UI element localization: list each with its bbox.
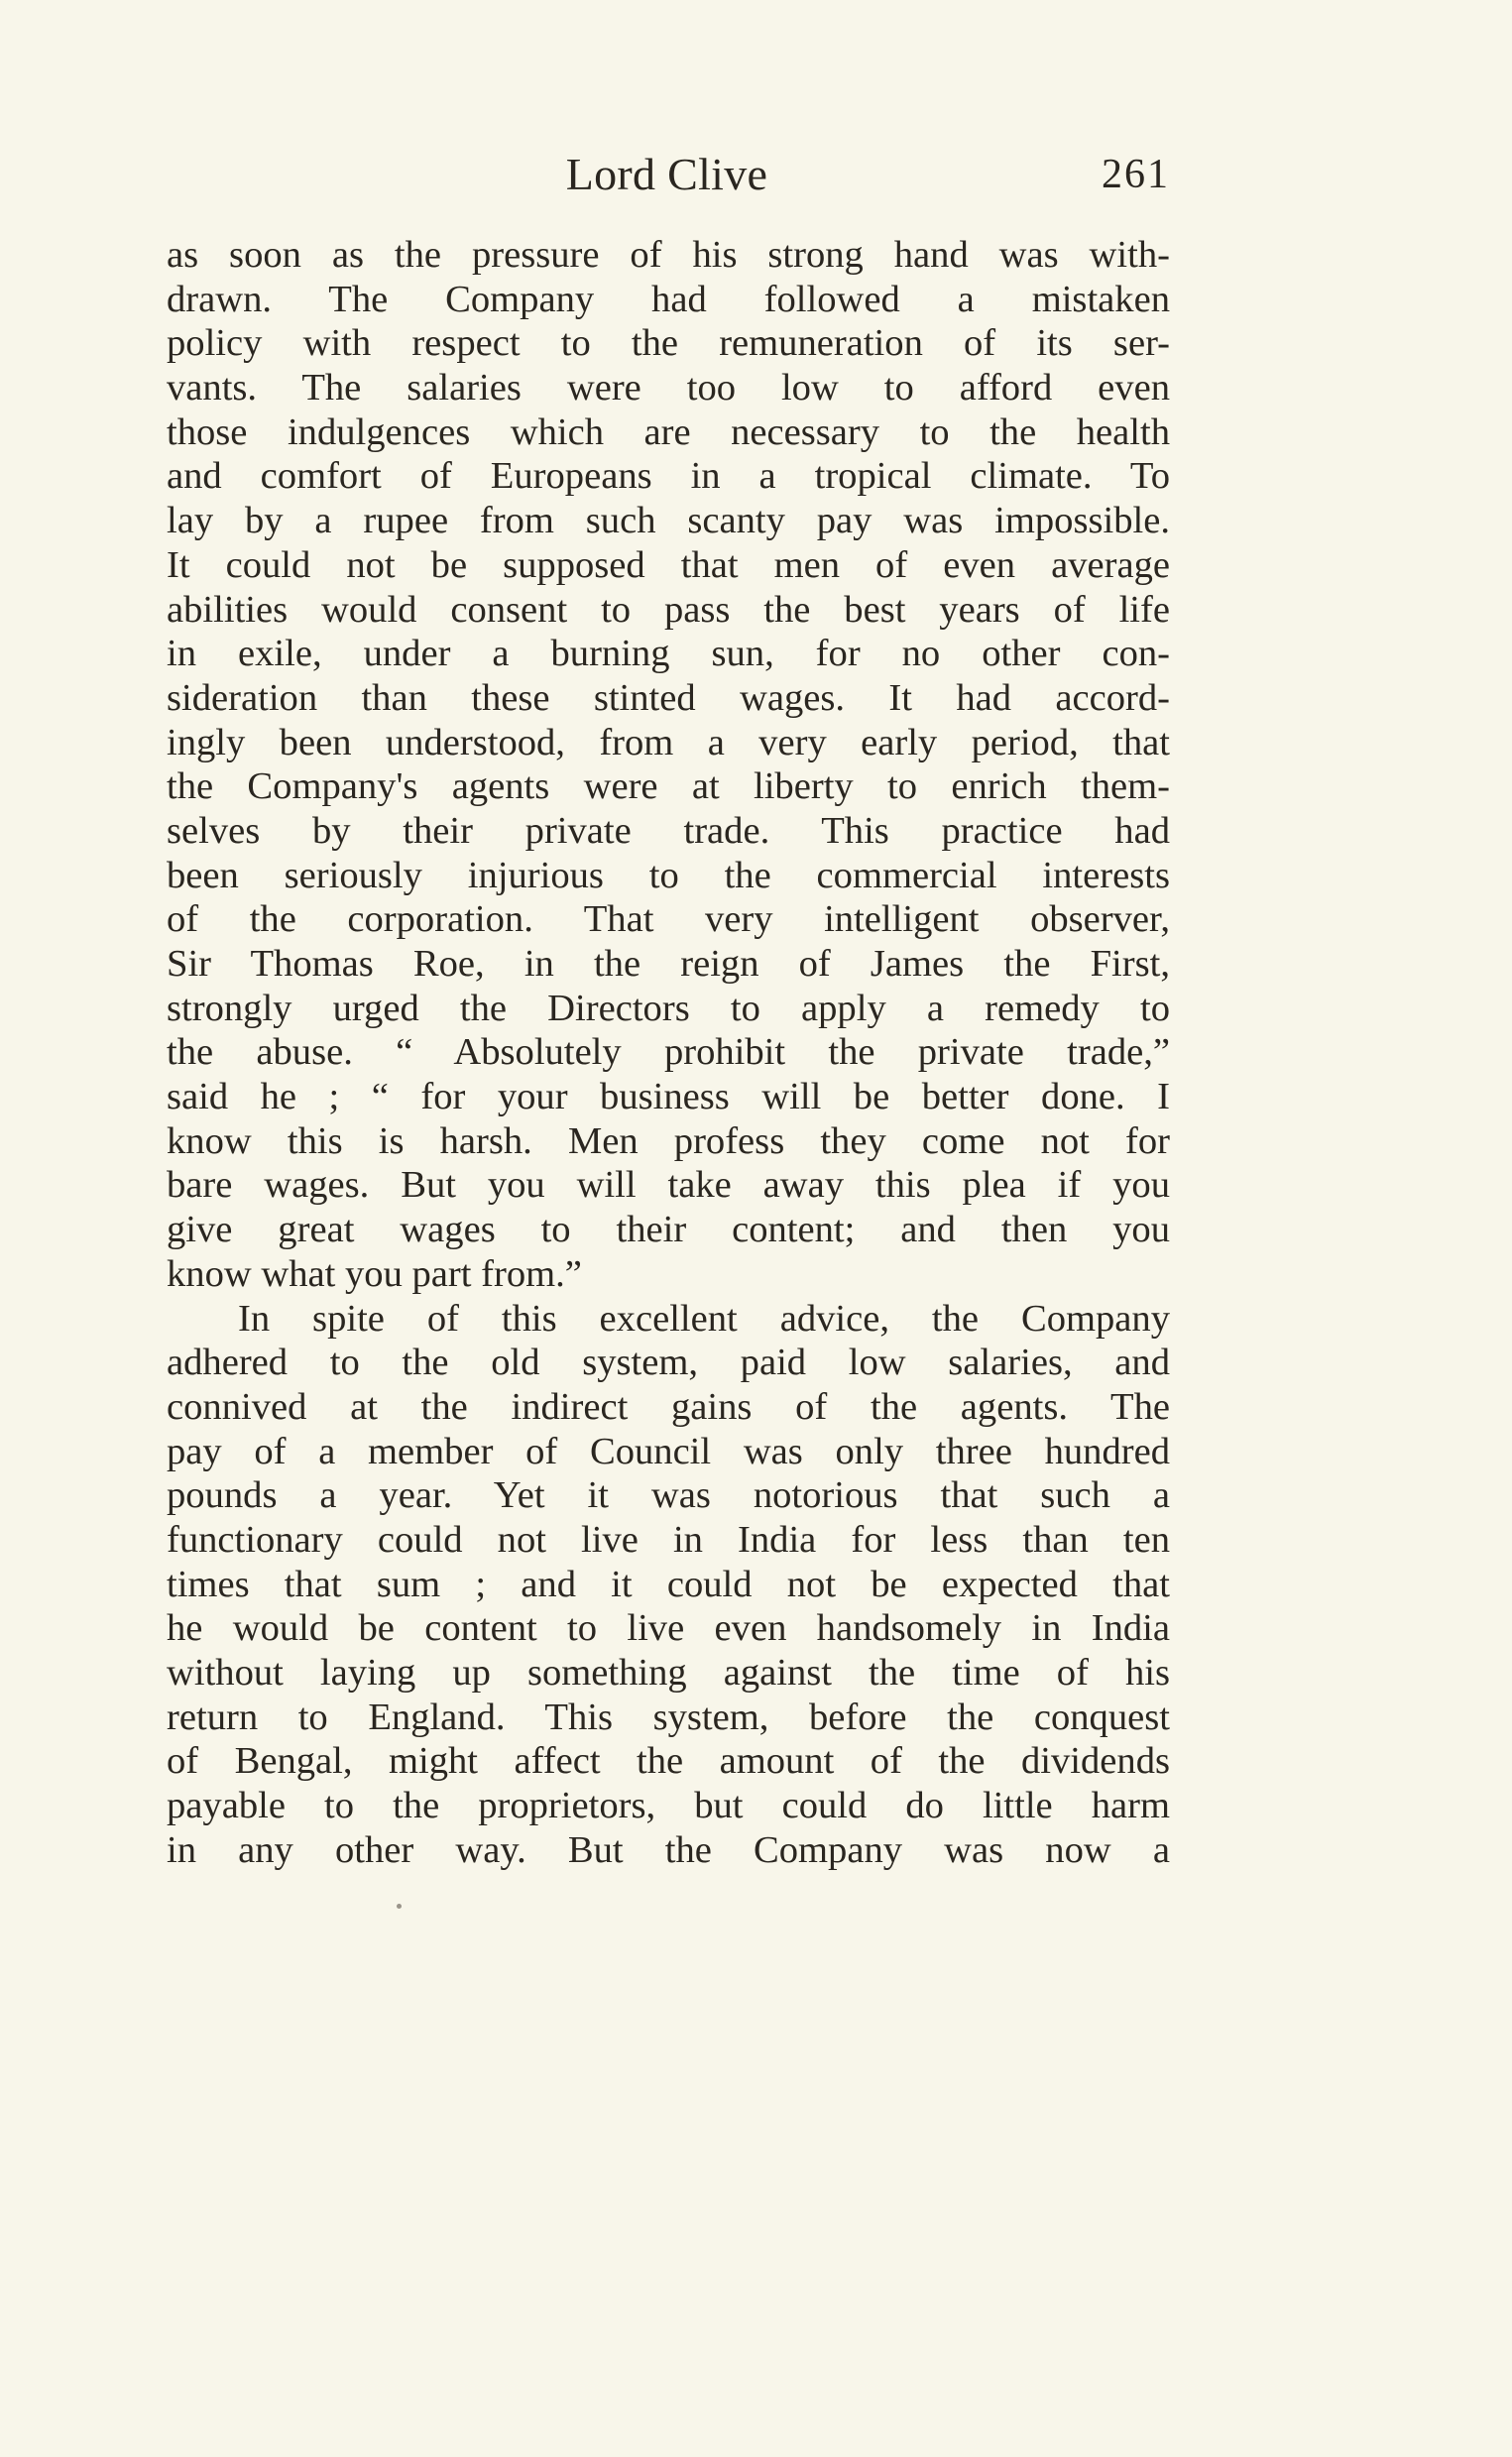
text-line: adhered to the old system, paid low salaries, and — [167, 1342, 1170, 1384]
text-line: without laying up something against the time of his — [167, 1652, 1170, 1694]
text-line: times that sum ; and it could not be expected that — [167, 1563, 1170, 1605]
text-line: bare wages. But you will take away this plea if you — [167, 1164, 1170, 1207]
text-line: know what you part from.” — [167, 1252, 582, 1295]
body-text — [167, 233, 1170, 1872]
text-line: sideration than these stinted wages. It had accord- — [167, 676, 1170, 719]
text-line: said he ; “ for your business will be better done. I — [167, 1076, 1170, 1118]
text-line: It could not be supposed that men of even average — [167, 543, 1170, 586]
text-line: vants. The salaries were too low to afford even — [167, 367, 1170, 410]
text-line: in any other way. But the Company was now a — [167, 1828, 1170, 1871]
text-line: give great wages to their content; and then you — [167, 1209, 1170, 1251]
text-line: pay of a member of Council was only three hundred — [167, 1430, 1170, 1472]
text-line: the abuse. “ Absolutely prohibit the private trade,” — [167, 1031, 1170, 1074]
text-line: selves by their private trade. This practice had — [167, 809, 1170, 852]
text-line: drawn. The Company had followed a mistaken — [167, 278, 1170, 320]
text-line: abilities would consent to pass the best years of life — [167, 588, 1170, 631]
text-line: pounds a year. Yet it was notorious that such a — [167, 1474, 1170, 1517]
text-line: know this is harsh. Men profess they come not for — [167, 1119, 1170, 1162]
text-line: as soon as the pressure of his strong hand was with- — [167, 234, 1170, 276]
text-line: and comfort of Europeans in a tropical climate. To — [167, 455, 1170, 498]
running-title: Lord Clive — [565, 149, 768, 199]
text-line: of Bengal, might affect the amount of the dividends — [167, 1740, 1170, 1783]
text-line: he would be content to live even handsomely in India — [167, 1607, 1170, 1650]
text-line: ingly been understood, from a very early period, that — [167, 721, 1170, 763]
text-line: connived at the indirect gains of the agents. The — [167, 1385, 1170, 1428]
text-line: of the corporation. That very intelligent observer, — [167, 898, 1170, 941]
text-line: in exile, under a burning sun, for no other con- — [167, 633, 1170, 675]
text-line: payable to the proprietors, but could do little harm — [167, 1785, 1170, 1827]
page-number: 261 — [1102, 152, 1170, 197]
page-header — [164, 145, 1170, 204]
text-line: In spite of this excellent advice, the Company — [238, 1297, 1170, 1340]
text-line: the Company's agents were at liberty to enrich them- — [167, 765, 1170, 808]
text-line: been seriously injurious to the commercial interests — [167, 854, 1170, 896]
text-line: return to England. This system, before the conquest — [167, 1696, 1170, 1738]
text-line: lay by a rupee from such scanty pay was impossible. — [167, 500, 1170, 542]
text-line: strongly urged the Directors to apply a remedy to — [167, 987, 1170, 1029]
text-line: Sir Thomas Roe, in the reign of James the First, — [167, 943, 1170, 985]
text-line: those indulgences which are necessary to the health — [167, 410, 1170, 453]
text-line: functionary could not live in India for less than ten — [167, 1518, 1170, 1561]
paper-speck — [397, 1904, 402, 1909]
text-line: policy with respect to the remuneration of its ser- — [167, 322, 1170, 365]
